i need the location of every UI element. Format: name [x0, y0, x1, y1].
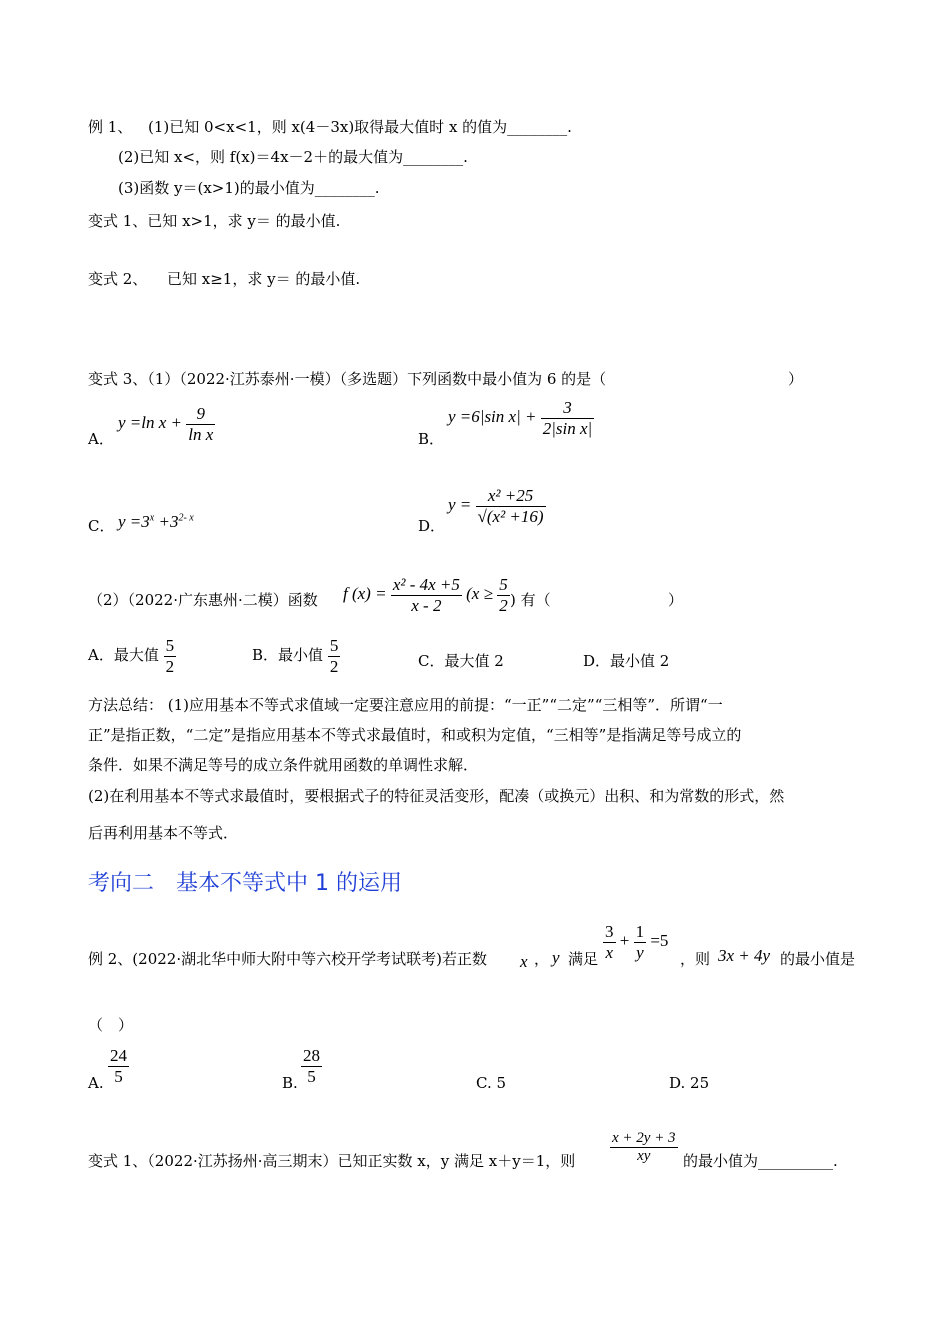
ex2-cond: 满足 — [568, 950, 599, 968]
frac-num: 1 — [635, 922, 645, 941]
var3-option-b-label: B． — [418, 430, 445, 448]
ex2-option-d: D. 25 — [669, 1074, 710, 1092]
frac-num: 3 — [563, 398, 572, 417]
summary-line2: 正”是指正数，“二定”是指应用基本不等式求最值时，和或积为定值，“三相等”是指满足等号成立的 — [88, 726, 742, 744]
frac-den: y — [634, 942, 647, 963]
var3-intro: 变式 3、（1）（2022·江苏泰州·一模）（多选题）下列函数中最小值为 6 的是（ — [88, 370, 607, 388]
ex2-intro: 例 2、(2022·湖北华中师大附中等六校开学考试联考)若正数 — [88, 950, 487, 968]
frac-den: x — [603, 942, 616, 963]
frac-num: 3 — [605, 922, 614, 941]
frac-num: 5 — [329, 636, 339, 655]
var3-answer-b: B．最小值 $\frac{5}{2}$ — [252, 636, 339, 676]
frac-num: 5 — [499, 575, 508, 594]
section-heading: 考向二 基本不等式中 1 的运用 — [88, 871, 402, 896]
frac-den: 5 — [301, 1066, 322, 1087]
var3-part2-intro: （2）（2022·广东惠州·二模）函数 — [88, 591, 318, 609]
var3-option-c-label: C． — [88, 517, 115, 535]
var3-option-d-math: y = $\frac{\text{x² +25}}{\text{√(x² +16)}}$ — [448, 486, 544, 526]
ex2-option-a-frac — [108, 1046, 129, 1086]
frac-num: 28 — [303, 1046, 320, 1065]
var2-label: 变式 2、 — [88, 270, 148, 288]
var3-option-a-math: y =ln x + $\frac{9}{\text{ln x}}$ — [118, 404, 214, 444]
var3-part2-tail: ) 有（ — [510, 591, 551, 609]
var3-part2-close: ） — [668, 591, 684, 609]
frac-den: √(x² +16) — [477, 506, 544, 526]
var3-paren-close: ） — [788, 370, 804, 388]
summary-line3: 条件．如果不满足等号的成立条件就用函数的单调性求解． — [88, 756, 479, 774]
var4-intro: 变式 1、（2022·江苏扬州·高三期末）已知正实数 x，y 满足 x＋y＝1，则 — [88, 1152, 576, 1170]
frac-num: x² - 4x +5 — [392, 575, 460, 594]
ex2-paren: （ ） — [88, 1016, 134, 1034]
frac-num: x² +25 — [487, 486, 534, 505]
ex1-part3: (3)函数 y＝(x>1)的最小值为________. — [118, 179, 380, 197]
ex2-option-c: C. 5 — [476, 1074, 507, 1092]
var4-frac — [610, 1130, 678, 1166]
var3-option-d-label: D． — [418, 517, 446, 535]
var4-tail: 的最小值为__________. — [683, 1152, 838, 1170]
ex2-var-x: x — [520, 952, 528, 971]
ex2-option-a-label: A. — [88, 1074, 104, 1092]
ex1-part2: (2)已知 x<，则 f(x)＝4x－2＋的最大值为________. — [118, 148, 468, 166]
var3-part2-math: f (x) = $\frac{\text{x² - 4x +5}}{x - 2}$ (x ≥ $\frac{5}{2}$ — [343, 575, 508, 615]
var3-answer-c: C．最大值 2 — [418, 652, 504, 670]
var1-text: 变式 1、已知 x>1，求 y＝ 的最小值. — [88, 212, 341, 230]
frac-den: 2|sin x| — [542, 418, 593, 438]
frac-den: 2 — [499, 595, 508, 615]
summary-line4: (2)在利用基本不等式求最值时，要根据式子的特征灵活变形，配凑（或换元）出积、和为常数的形式，然 — [88, 787, 785, 805]
var3-answer-a: A．最大值 $\frac{5}{2}$ — [88, 636, 175, 676]
ex2-option-b-label: B. — [282, 1074, 298, 1092]
frac-num: 24 — [110, 1046, 127, 1065]
ex1-part1: (1)已知 0<x<1，则 x(4－3x)取得最大值时 x 的值为________. — [148, 118, 572, 136]
ex2-condition-math: $\frac{3}{x}$ + $\frac{1}{y}$ =5 — [605, 922, 669, 962]
var3-option-c-math: $y =3^x +3^{2- x}$ — [118, 512, 194, 531]
ex1-label: 例 1、 — [88, 118, 133, 136]
var3-option-a-label: A． — [88, 430, 114, 448]
var3-option-b-math: y =6|sin x| + $\frac{3}{\text{2|sin x|}}$ — [448, 398, 593, 438]
ex2-option-b-frac — [301, 1046, 322, 1086]
frac-den: xy — [610, 1147, 678, 1165]
frac-num: 5 — [165, 636, 175, 655]
ex2-expr: 3x + 4y — [718, 946, 771, 965]
ex2-tail: 的最小值是 — [780, 950, 856, 968]
ex2-then: ，则 — [680, 950, 711, 968]
frac-den: x - 2 — [391, 595, 462, 616]
frac-den: ln x — [188, 424, 214, 444]
var3-answer-d: D．最小值 2 — [583, 652, 670, 670]
frac-den: 2 — [165, 656, 175, 676]
summary-line5: 后再利用基本不等式． — [88, 824, 239, 842]
frac-den: 5 — [108, 1066, 129, 1087]
ex2-comma: ， — [534, 950, 550, 968]
var2-text: 已知 x≥1，求 y＝ 的最小值. — [167, 270, 361, 288]
frac-den: 2 — [329, 656, 339, 676]
summary-line1: 方法总结： (1)应用基本不等式求值域一定要注意应用的前提：“一正”“二定”“三相等”．所谓“一 — [88, 696, 723, 714]
frac-num: x + 2y + 3 — [612, 1130, 676, 1146]
frac-num: 9 — [196, 404, 206, 423]
ex2-var-y: y — [552, 948, 560, 967]
